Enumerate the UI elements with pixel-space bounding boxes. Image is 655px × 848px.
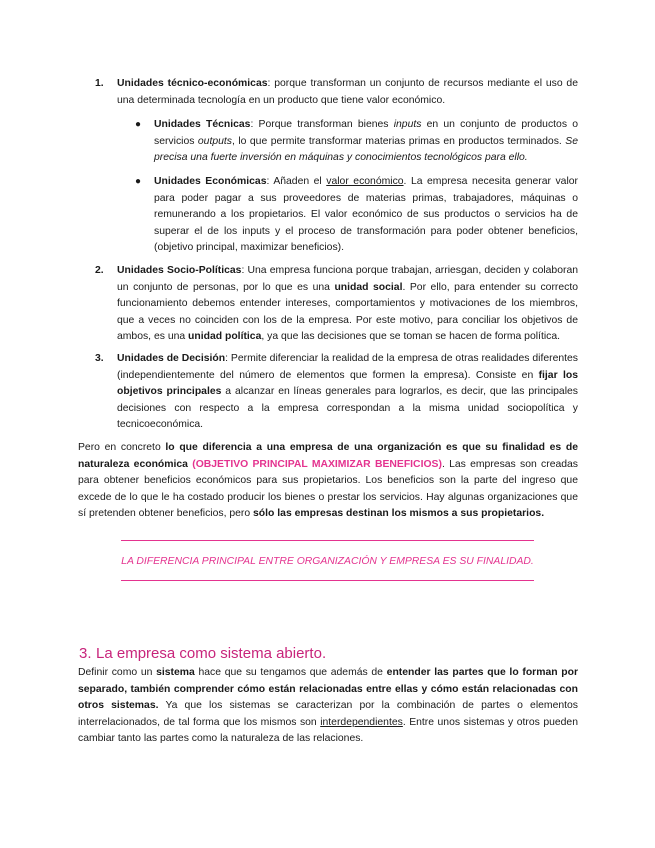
list-number: 2. — [95, 265, 104, 276]
bullet-text: en un conjunto de productos o servicios — [154, 119, 578, 147]
list-bold: unidad política — [188, 331, 262, 343]
bullet-italic-note: Se precisa una fuerte inversión en máquinas y conocimientos tecnológicos para ello. — [154, 135, 578, 164]
list-number: 3. — [95, 353, 104, 364]
list-text: . Por ello, para entender su correcto funcionamiento debemos entender intereses, comportamientos y motivaciones de los miembros, que a veces no coinciden con los de la empresa. Por este motivo, para conciliar los objetivos de ambos, es una — [117, 281, 579, 343]
list-term: Unidades de Decisión — [117, 353, 226, 364]
list-text: : Permite diferenciar la realidad de la empresa de otras realidades diferentes (independientemente del número de elementos que formen la empresa). Consiste en — [117, 353, 578, 381]
bullet-item-economicas — [135, 174, 578, 257]
list-item-socio-politicas — [95, 263, 579, 346]
list-text: : porque transforman un conjunto de recursos mediante el uso de una determinada tecnología en un producto que tiene valor económico. — [117, 78, 578, 106]
summary-text: . Las empresas son creadas para obtener beneficios económicos para sus propietarios. Los beneficios son la parte del ingreso que excede de lo que le ha costado producir los bienes o prestar los servicios. Hay algunas organizaciones que sí pretenden obtener beneficios, pero — [78, 458, 578, 520]
summary-highlight: (OBJETIVO PRINCIPAL MAXIMIZAR BENEFICIOS) — [192, 458, 442, 470]
list-text: a alcanzar en líneas generales para lograrlos, es decir, que las principales decisiones con respecto a la empresa correspondan a la misma unidad sociopolítica y tecnicoeconómica. — [117, 386, 578, 431]
section-heading — [79, 644, 327, 664]
bullet-text: : Porque transforman bienes — [250, 119, 394, 130]
section-bold: sistema — [156, 667, 195, 678]
bullet-italic: outputs — [197, 135, 232, 147]
list-item-tecnico-economicas — [95, 76, 578, 109]
section-number: 3. — [79, 645, 92, 662]
list-term: Unidades Socio-Políticas — [117, 265, 242, 276]
callout-bottom-rule — [121, 580, 534, 581]
summary-paragraph — [78, 440, 578, 523]
summary-text: Pero en concreto — [78, 442, 166, 453]
summary-bold: lo que diferencia a una empresa de una organización es que su finalidad es de naturaleza económica — [78, 442, 578, 470]
list-bold: unidad social — [334, 281, 403, 293]
section-text: Ya que los sistemas se caracterizan por la combinación de partes o elementos interrelacionados, de tal forma que los mismos son — [78, 700, 578, 728]
section-paragraph — [78, 665, 578, 748]
bullet-item-tecnicas — [135, 117, 578, 167]
bullet-italic: inputs — [393, 119, 422, 130]
section-title: La empresa como sistema abierto. — [96, 645, 327, 662]
bullet-text: , lo que permite transformar materias primas en productos terminados. — [231, 135, 566, 147]
section-text: Definir como un — [78, 667, 157, 678]
bullet-icon: ● — [135, 119, 142, 130]
bullet-underlined: valor económico — [326, 176, 404, 187]
list-text: : Una empresa funciona porque trabajan, arriesgan, deciden y colaboran un conjunto de personas, por lo que es una — [117, 265, 579, 293]
bullet-term: Unidades Técnicas — [154, 119, 251, 130]
bullet-text: : Añaden el — [266, 176, 327, 187]
summary-bold: sólo las empresas destinan los mismos a sus propietarios. — [253, 508, 545, 520]
list-bold: fijar los objetivos principales — [117, 369, 578, 398]
list-item-decision — [95, 351, 578, 434]
list-text: , ya que las decisiones que se toman se hacen de forma política. — [261, 331, 560, 343]
section-bold: entender las partes que lo forman por separado, también comprender cómo están relacionadas entre ellas y cómo están relacionadas con otros sistemas. — [78, 667, 579, 712]
section-text: hace que su tengamos que además de — [194, 667, 387, 678]
bullet-icon: ● — [135, 176, 142, 187]
list-number: 1. — [95, 78, 104, 89]
section-text: . Entre unos sistemas y otros pueden cambiar tanto las partes como la naturaleza de las relaciones. — [78, 716, 578, 745]
list-term: Unidades técnico-económicas — [117, 78, 268, 89]
callout-text: LA DIFERENCIA PRINCIPAL ENTRE ORGANIZACIÓN Y EMPRESA ES SU FINALIDAD. — [121, 556, 534, 567]
section-underlined: interdependientes — [320, 716, 403, 728]
callout-top-rule — [121, 540, 534, 541]
bullet-term: Unidades Económicas — [154, 176, 267, 187]
bullet-text: . La empresa necesita generar valor para poder pagar a sus proveedores de materias primas, trabajadores, máquinas o remunerando a los propietarios. El valor económico de sus productos o servicios ha de superar el de los inputs y el proceso de transformación para poder obtener beneficios, (objetivo principal, maximizar beneficios). — [154, 176, 578, 254]
